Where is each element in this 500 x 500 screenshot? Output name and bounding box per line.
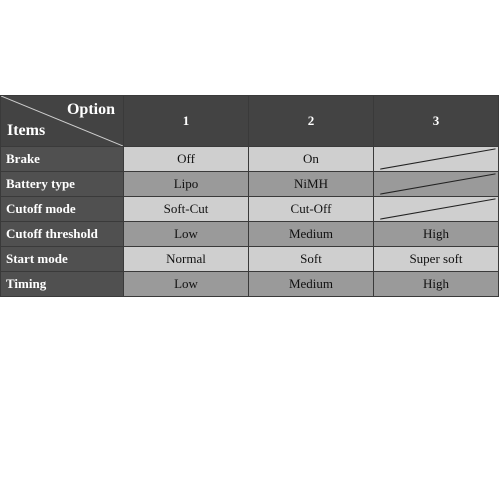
value-cell: Lipo — [124, 172, 249, 197]
row-label: Cutoff mode — [1, 197, 124, 222]
column-header-option-1: 1 — [124, 96, 249, 147]
table-row — [1, 147, 499, 172]
column-header-option-2: 2 — [249, 96, 374, 147]
value-cell: Medium — [249, 222, 374, 247]
not-applicable-cell — [374, 172, 499, 197]
settings-table — [0, 95, 499, 297]
value-cell: Cut-Off — [249, 197, 374, 222]
value-cell: Soft — [249, 247, 374, 272]
value-cell: Normal — [124, 247, 249, 272]
table-row — [1, 247, 499, 272]
value-cell: Super soft — [374, 247, 499, 272]
value-cell: NiMH — [249, 172, 374, 197]
header-row — [1, 96, 499, 147]
value-cell: Low — [124, 272, 249, 297]
value-cell: On — [249, 147, 374, 172]
diagonal-strike — [374, 172, 498, 196]
table-row — [1, 197, 499, 222]
diagonal-strike — [374, 147, 498, 171]
value-cell: Off — [124, 147, 249, 172]
table-row — [1, 272, 499, 297]
corner-header-cell — [1, 96, 124, 147]
value-cell: High — [374, 272, 499, 297]
table-row — [1, 222, 499, 247]
row-label: Timing — [1, 272, 124, 297]
row-label: Battery type — [1, 172, 124, 197]
table-body — [1, 147, 499, 297]
value-cell: Low — [124, 222, 249, 247]
row-label: Brake — [1, 147, 124, 172]
table-row — [1, 172, 499, 197]
value-cell: Medium — [249, 272, 374, 297]
option-label: Option — [66, 101, 115, 118]
row-label: Start mode — [1, 247, 124, 272]
settings-table-container — [0, 95, 498, 297]
items-label: Items — [7, 122, 46, 139]
value-cell: Soft-Cut — [124, 197, 249, 222]
row-label: Cutoff threshold — [1, 222, 124, 247]
value-cell: High — [374, 222, 499, 247]
not-applicable-cell — [374, 197, 499, 222]
diagonal-strike — [374, 197, 498, 221]
column-header-option-3: 3 — [374, 96, 499, 147]
not-applicable-cell — [374, 147, 499, 172]
